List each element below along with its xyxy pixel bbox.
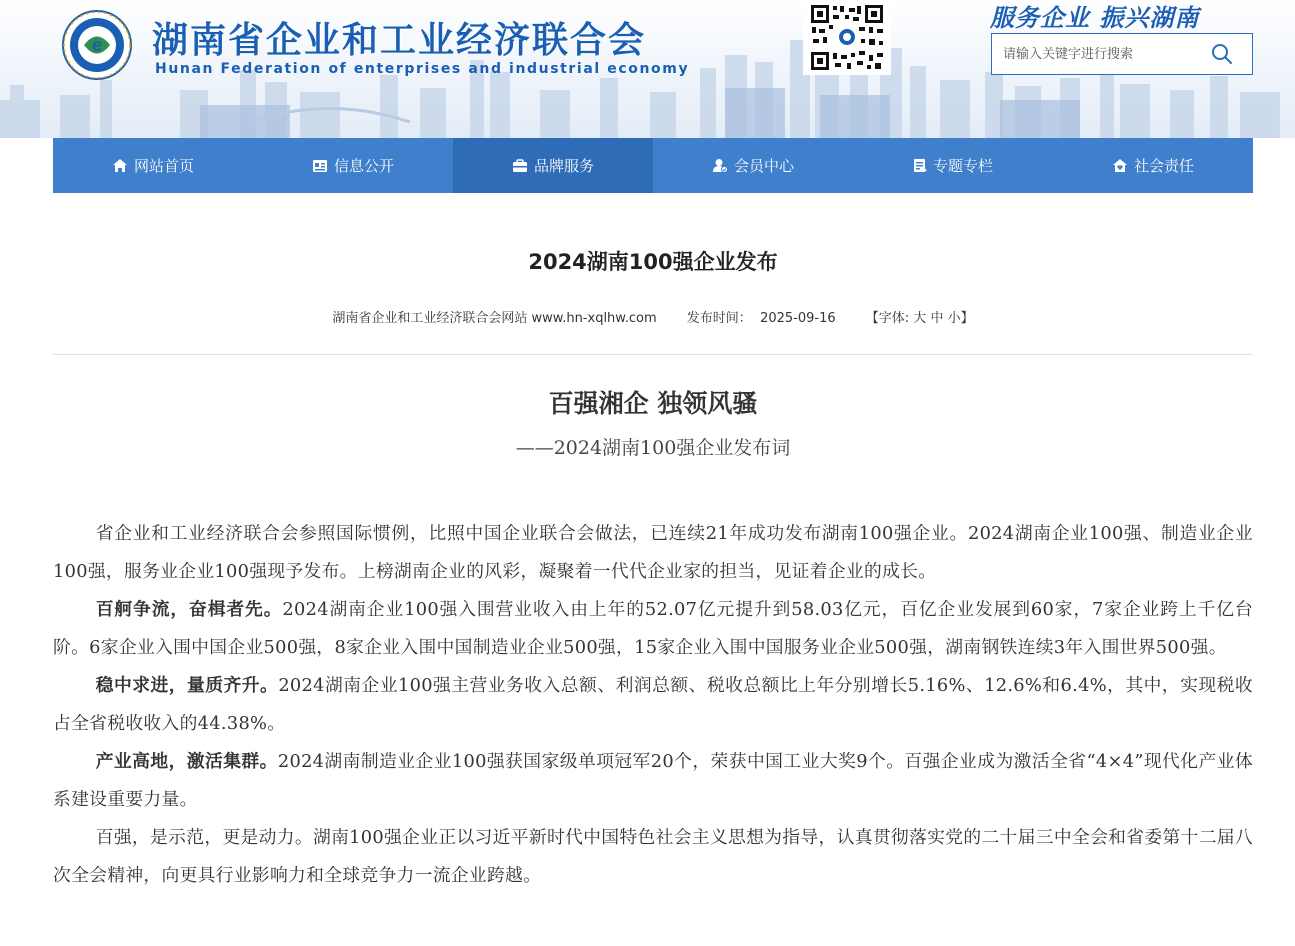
paragraph-scale: [53, 591, 1253, 667]
nav-item-home[interactable]: [53, 138, 253, 193]
article-title: 2024湖南100强企业发布: [528, 250, 778, 274]
nav-item-topic[interactable]: [853, 138, 1053, 193]
article-source: 湖南省企业和工业经济联合会网站 www.hn-xqlhw.com: [332, 311, 657, 326]
font-small-link[interactable]: 小: [947, 311, 961, 326]
paragraph-industry: [53, 743, 1253, 819]
article-meta: [53, 307, 1253, 326]
search-icon[interactable]: [1210, 42, 1234, 66]
nav-item-brand[interactable]: [453, 138, 653, 193]
site-header: [0, 0, 1295, 138]
content-heading: 百强湘企 独领风骚: [548, 389, 758, 418]
nav-label: 网站首页: [133, 157, 194, 175]
font-medium-link[interactable]: 中: [930, 311, 944, 326]
divider: [53, 354, 1253, 355]
font-close: 】: [960, 311, 974, 326]
member-icon: [712, 158, 728, 173]
logo-emblem-icon: [60, 10, 134, 80]
nav-item-info[interactable]: [253, 138, 453, 193]
paragraph-growth: [53, 667, 1253, 743]
paragraph-lead: 产业高地，激活集群。: [95, 751, 278, 772]
nav-label: 专题专栏: [932, 157, 993, 175]
paragraph-lead: 稳中求进，量质齐升。: [95, 675, 279, 696]
federation-logo[interactable]: [60, 10, 134, 80]
paragraph-intro: 省企业和工业经济联合会参照国际惯例，比照中国企业联合会做法，已连续21年成功发布湖南100强企业。2024湖南企业100强、制造业企业100强，服务业企业100强现予发布。上榜湖南企业的风彩，凝聚着一代代企业家的担当，见证着企业的成长。: [53, 523, 1253, 582]
publish-label: 发布时间：: [686, 311, 752, 326]
search-input[interactable]: [992, 34, 1207, 74]
slogan: 服务企业 振兴湖南: [990, 4, 1200, 32]
paragraph-text: 2024湖南制造业企业100强获国家级单项冠军20个，荣获中国工业大奖9个。百强企业成为激活全省“4×4”现代化产业体系建设重要力量。: [53, 751, 1253, 810]
info-card-icon: [312, 159, 328, 173]
qr-code-icon: [809, 3, 885, 72]
paragraph-text: 2024湖南企业100强入围营业收入由上年的52.07亿元提升到58.03亿元，百亿企业发展到60家，7家企业跨上千亿台阶。6家企业入围中国企业500强，8家企业入围中国制造业企业500强，15家企业入围中国服务业企业500强，湖南钢铁连续3年入围世界500强。: [53, 599, 1253, 658]
content-subheading: ——2024湖南100强企业发布词: [515, 437, 791, 459]
font-large-link[interactable]: 大: [913, 311, 927, 326]
main-nav: [53, 138, 1253, 193]
nav-item-member[interactable]: [653, 138, 853, 193]
nav-label: 社会责任: [1133, 157, 1194, 175]
site-title: 湖南省企业和工业经济联合会: [152, 20, 647, 61]
brand-icon: [512, 159, 528, 173]
site-subtitle: Hunan Federation of enterprises and industrial economy: [155, 61, 690, 77]
topic-icon: [913, 158, 927, 173]
paragraph-conclusion: 百强，是示范，更是动力。湖南100强企业正以习近平新时代中国特色社会主义思想为指导，认真贯彻落实党的二十届三中全会和省委第十二届八次全会精神，向更具行业影响力和全球竞争力一流企业跨越。: [53, 827, 1253, 886]
publish-info: [687, 311, 836, 326]
publish-date: 2025-09-16: [760, 311, 836, 326]
nav-item-responsibility[interactable]: [1053, 138, 1253, 193]
font-label: 【字体:: [865, 311, 910, 326]
nav-label: 信息公开: [333, 157, 394, 175]
paragraph-lead: 百舸争流，奋楫者先。: [95, 599, 283, 620]
font-size-controls: [866, 311, 974, 326]
paragraph-text: 2024湖南企业100强主营业务收入总额、利润总额、税收总额比上年分别增长5.16%、12.6%和6.4%，其中，实现税收占全省税收收入的44.38%。: [53, 675, 1253, 734]
responsibility-icon: [1112, 158, 1128, 173]
svg-text:e: e: [91, 35, 103, 55]
home-icon: [112, 158, 128, 173]
qr-code-image: [803, 0, 891, 75]
nav-label: 品牌服务: [533, 157, 594, 175]
article-body: [53, 384, 1253, 895]
nav-label: 会员中心: [733, 157, 794, 175]
search-box: [991, 33, 1253, 75]
